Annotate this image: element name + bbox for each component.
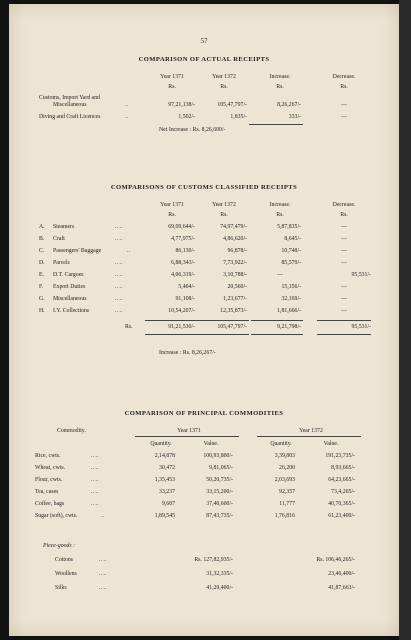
cell-qty-a: 1,89,545 <box>154 513 175 519</box>
unit-label: Rs. <box>220 84 228 90</box>
leader-dots: .. .. <box>115 272 123 278</box>
cell-increase: 85,579/- <box>281 260 301 266</box>
total-label: Rs. <box>125 324 133 330</box>
header-year-1372: Year 1372 <box>212 202 236 208</box>
leader-dots: .. .. <box>91 453 99 459</box>
document-page <box>9 4 399 636</box>
cell-decrease: — <box>341 296 347 302</box>
leader-dots: .. .. <box>99 557 107 563</box>
cell-val-a: 41,29,400/- <box>206 585 233 591</box>
table-row <box>9 557 399 564</box>
table-row <box>9 272 399 279</box>
total-rule <box>197 320 249 321</box>
cell-decrease: — <box>341 248 347 254</box>
header-value: Value. <box>323 441 339 447</box>
net-increase-row <box>9 127 399 134</box>
row-letter: D. <box>39 260 45 266</box>
cell-1371: 4,77,975/- <box>171 236 195 242</box>
table-row <box>9 236 399 243</box>
cell-val-a: 33,15,200/- <box>206 489 233 495</box>
header-value: Value. <box>203 441 219 447</box>
table-row <box>9 308 399 315</box>
header-quantity: Quantity. <box>270 441 292 447</box>
cell-val-a: 37,40,600/- <box>206 501 233 507</box>
cell-val-a: 31,32,335/- <box>206 571 233 577</box>
row-letter: F. <box>39 284 44 290</box>
table-row <box>9 296 399 303</box>
total-1372: 105,47,797/- <box>217 324 247 330</box>
header-year-1372: Year 1372 <box>212 74 236 80</box>
cell-val-a: Rs. 127,82,935/- <box>194 557 233 563</box>
cell-1371: 10,54,207/- <box>168 308 195 314</box>
cell-qty-a: 2,14,878 <box>154 453 175 459</box>
cell-1372: 1,23,677/- <box>223 296 247 302</box>
leader-dots: .. .. <box>115 236 123 242</box>
cell-decrease: — <box>341 236 347 242</box>
row-label: Rice, cwts. <box>35 453 61 459</box>
leader-dots: .. .. <box>91 501 99 507</box>
cell-1371: 97,21,138/- <box>168 102 195 108</box>
cell-qty-b: 92,357 <box>279 489 295 495</box>
row-letter: B. <box>39 236 45 242</box>
cell-val-b: 64,23,665/- <box>328 477 355 483</box>
unit-label: Rs. <box>276 84 284 90</box>
table-row <box>9 501 399 508</box>
header-commodity: Commodity. <box>57 428 86 434</box>
cell-val-b: 8,93,665/- <box>331 465 355 471</box>
table-row <box>9 571 399 578</box>
cell-qty-b: 2,03,693 <box>274 477 295 483</box>
row-label: I.Y. Collections <box>53 308 90 314</box>
cell-qty-a: 33,237 <box>159 489 175 495</box>
header-year-a: Year 1371 <box>177 428 201 434</box>
cell-1372: 74,97,479/- <box>220 224 247 230</box>
row-label: Sugar (soft), cwts. <box>35 513 78 519</box>
total-rule <box>317 320 371 321</box>
page-edge <box>399 0 411 640</box>
cell-1372: 3,10,788/- <box>223 272 247 278</box>
total-rule <box>145 320 197 321</box>
row-label: D.T. Cargoes <box>53 272 84 278</box>
header-rule <box>135 436 239 437</box>
cell-increase: 5,87,835/- <box>277 224 301 230</box>
cell-1372: 20,560/- <box>227 284 247 290</box>
cell-increase: 1,81,666/- <box>277 308 301 314</box>
row-letter: C. <box>39 248 45 254</box>
cell-1372: 105,47,797/- <box>217 102 247 108</box>
header-year-b: Year 1372 <box>299 428 323 434</box>
total-1371: 91,21,530/- <box>168 324 195 330</box>
customs-header-row <box>9 202 399 209</box>
increase-summary: Increase : Rs. 8,26,267/- <box>159 350 216 356</box>
receipts-units-row <box>9 84 399 91</box>
cell-decrease: 95,531/- <box>351 272 371 278</box>
piece-goods-label: Piece-goods : <box>43 543 76 549</box>
commodities-title: COMPARISON OF PRINCIPAL COMMODITIES <box>124 410 284 417</box>
total-rule <box>251 334 303 335</box>
table-row <box>9 260 399 267</box>
total-rule <box>317 334 371 335</box>
row-label: Export Duties <box>53 284 86 290</box>
cell-increase: 15,156/- <box>281 284 301 290</box>
cell-1371: 1,502/- <box>178 114 195 120</box>
header-year-1371: Year 1371 <box>160 202 184 208</box>
row-letter: G. <box>39 296 45 302</box>
total-rule <box>249 124 303 125</box>
table-row <box>9 585 399 592</box>
cell-1372: 12,35,873/- <box>220 308 247 314</box>
cell-val-b: 40,70,365/- <box>328 501 355 507</box>
cell-1372: 7,73,922/- <box>223 260 247 266</box>
table-row <box>9 465 399 472</box>
leader-dots: .. .. <box>115 308 123 314</box>
row-label: Flour, cwts. <box>35 477 63 483</box>
cell-increase: 8,645/- <box>284 236 301 242</box>
cell-val-a: 9,81,065/- <box>209 465 233 471</box>
header-decrease: Decrease. <box>332 202 356 208</box>
cell-1371: 4,06,319/- <box>171 272 195 278</box>
row-label: Coffee, bags <box>35 501 65 507</box>
row-label: Parcels <box>53 260 70 266</box>
cell-increase: 10,748/- <box>281 248 301 254</box>
row-label: Woollens <box>55 571 77 577</box>
table-row <box>9 513 399 520</box>
cell-increase: 8,26,267/- <box>277 102 301 108</box>
unit-label: Rs. <box>168 84 176 90</box>
cell-val-b: 73,4,265/- <box>331 489 355 495</box>
cell-qty-b: 26,200 <box>279 465 295 471</box>
cell-1372: 96,878/- <box>227 248 247 254</box>
cell-1371: 86,130/- <box>175 248 195 254</box>
cell-val-b: 191,23,735/- <box>325 453 355 459</box>
net-increase: Net Increase : Rs. 8,26,600/- <box>159 127 226 133</box>
cell-decrease: — <box>341 308 347 314</box>
leader-dots: .. <box>127 248 130 254</box>
leader-dots: .. .. <box>115 296 123 302</box>
total-decrease: 95,531/- <box>351 324 371 330</box>
cell-increase: 32,169/- <box>281 296 301 302</box>
row-label: Passengers' Baggage <box>53 248 102 254</box>
header-increase: Increase. <box>269 202 291 208</box>
cell-val-b: Rs. 106,46,265/- <box>316 557 355 563</box>
row-label: Steamers <box>53 224 75 230</box>
table-row <box>9 224 399 231</box>
leader-dots: .. <box>125 102 128 108</box>
cell-val-a: 87,43,735/- <box>206 513 233 519</box>
table-row <box>9 248 399 255</box>
table-row <box>9 95 399 102</box>
cell-qty-b: 1,76,816 <box>274 513 295 519</box>
row-label: Diving and Craft Licences <box>39 114 101 120</box>
cell-1371: 69,09,644/- <box>168 224 195 230</box>
row-letter: H. <box>39 308 45 314</box>
cell-1371: 91,108/- <box>175 296 195 302</box>
table-row <box>9 489 399 496</box>
leader-dots: .. <box>101 513 104 519</box>
commodities-header-row <box>9 428 399 435</box>
cell-val-b: 41,87,663/- <box>328 585 355 591</box>
header-decrease: Decrease. <box>332 74 356 80</box>
unit-label: Rs. <box>168 212 176 218</box>
cell-qty-b: 11,777 <box>279 501 295 507</box>
commodities-subheader-row <box>9 441 399 448</box>
cell-val-a: 100,93,800/- <box>203 453 233 459</box>
cell-qty-a: 30,472 <box>159 465 175 471</box>
total-rule <box>197 334 249 335</box>
row-label: Cottons <box>55 557 74 563</box>
receipts-header-row <box>9 74 399 81</box>
row-label: Customs, Import Yard and <box>39 95 101 101</box>
cell-increase: — <box>277 272 283 278</box>
cell-1372: 1,835/- <box>230 114 247 120</box>
cell-decrease: — <box>341 284 347 290</box>
piece-goods-heading <box>9 543 399 550</box>
cell-decrease: — <box>341 224 347 230</box>
table-row <box>9 114 399 121</box>
table-row <box>9 453 399 460</box>
leader-dots: .. .. <box>91 477 99 483</box>
total-rule <box>251 320 303 321</box>
leader-dots: .. .. <box>99 585 107 591</box>
receipts-title: COMPARISON OF ACTUAL RECEIPTS <box>138 56 270 63</box>
unit-label: Rs. <box>276 212 284 218</box>
table-row <box>9 284 399 291</box>
page-number: 57 <box>200 37 208 45</box>
leader-dots: .. .. <box>91 489 99 495</box>
leader-dots: .. .. <box>99 571 107 577</box>
leader-dots: .. .. <box>91 465 99 471</box>
cell-qty-b: 3,39,803 <box>274 453 295 459</box>
leader-dots: .. .. <box>115 224 123 230</box>
total-rule <box>145 334 197 335</box>
row-letter: E. <box>39 272 44 278</box>
table-row <box>9 477 399 484</box>
cell-qty-a: 1,35,453 <box>154 477 175 483</box>
leader-dots: .. .. <box>115 284 123 290</box>
cell-1371: 6,88,343/- <box>171 260 195 266</box>
total-increase: 9,21,798/- <box>277 324 301 330</box>
row-label: Miscellaneous <box>53 296 87 302</box>
row-label: Silks <box>55 585 67 591</box>
cell-1372: 4,86,620/- <box>223 236 247 242</box>
cell-decrease: — <box>341 114 347 120</box>
customs-title: COMPARISONS OF CUSTOMS CLASSIFIED RECEIPTS <box>110 184 298 191</box>
unit-label: Rs. <box>340 212 348 218</box>
row-label: Miscellaneous <box>53 102 87 108</box>
cell-decrease: — <box>341 102 347 108</box>
total-row <box>9 324 399 331</box>
cell-increase: 333/- <box>288 114 301 120</box>
cell-decrease: — <box>341 260 347 266</box>
cell-val-a: 50,20,735/- <box>206 477 233 483</box>
cell-1371: 5,404/- <box>178 284 195 290</box>
table-row <box>9 102 399 109</box>
header-increase: Increase. <box>269 74 291 80</box>
header-rule <box>257 436 361 437</box>
header-quantity: Quantity. <box>150 441 172 447</box>
increase-row <box>9 350 399 357</box>
unit-label: Rs. <box>220 212 228 218</box>
cell-val-b: 61,23,400/- <box>328 513 355 519</box>
row-label: Wheat, cwts. <box>35 465 66 471</box>
cell-val-b: 23,46,400/- <box>328 571 355 577</box>
leader-dots: .. .. <box>115 260 123 266</box>
customs-units-row <box>9 212 399 219</box>
row-letter: A. <box>39 224 45 230</box>
row-label: Craft <box>53 236 65 242</box>
header-year-1371: Year 1371 <box>160 74 184 80</box>
row-label: Tea, cases <box>35 489 59 495</box>
leader-dots: .. <box>125 114 128 120</box>
cell-qty-a: 9,607 <box>161 501 175 507</box>
unit-label: Rs. <box>340 84 348 90</box>
